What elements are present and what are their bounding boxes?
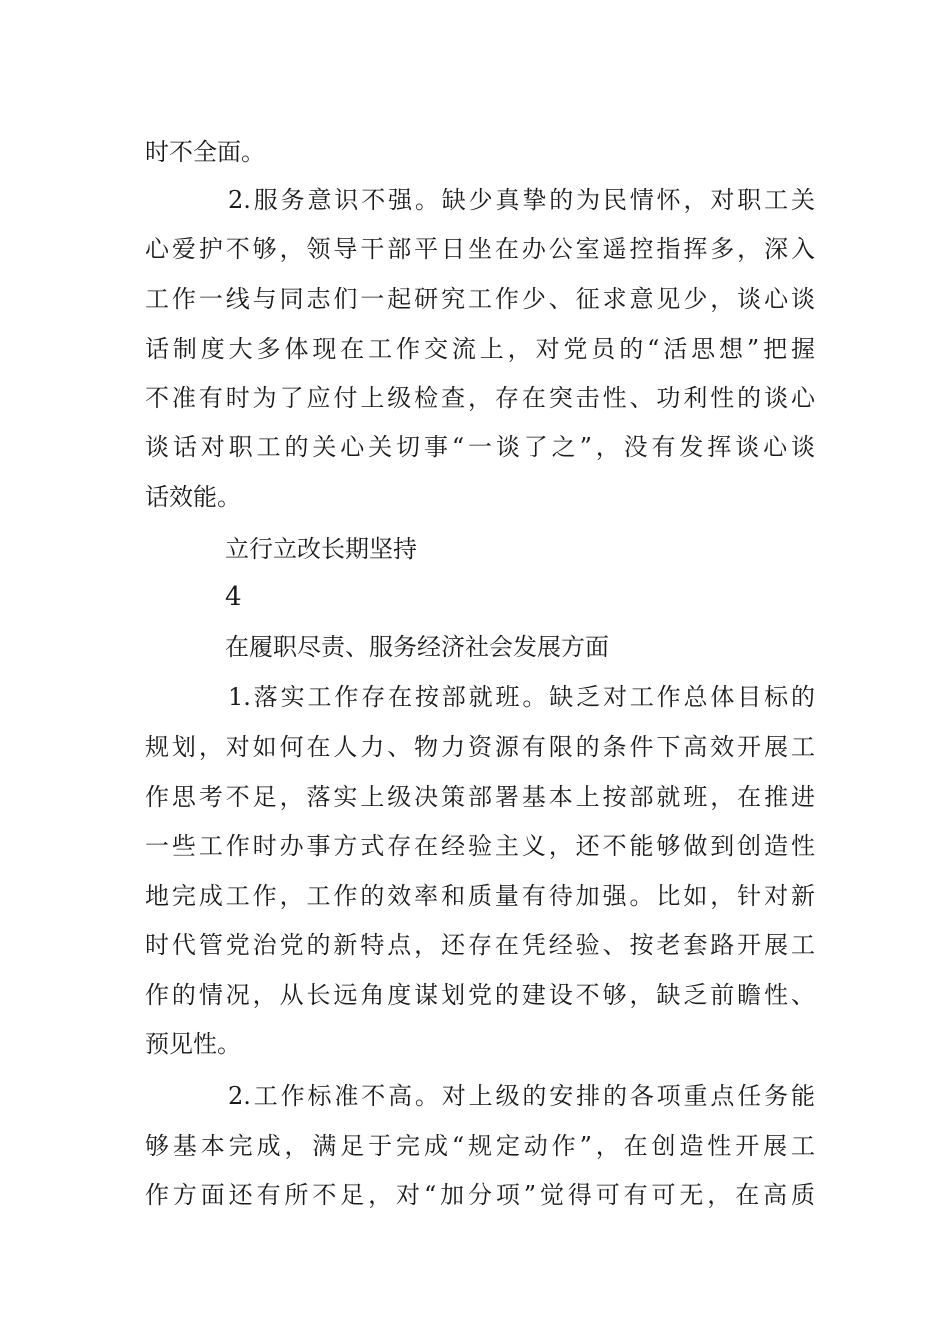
paragraph-line: 不准有时为了应付上级检查，存在突击性、功利性的谈心 [145, 384, 815, 412]
paragraph-line: 地完成工作，工作的效率和质量有待加强。比如，针对新 [145, 882, 815, 910]
paragraph-line: 作思考不足，落实上级决策部署基本上按部就班，在推进 [145, 783, 815, 811]
paragraph-line: 规划，对如何在人力、物力资源有限的条件下高效开展工 [145, 733, 815, 761]
paragraph-line: 作方面还有所不足，对“加分项”觉得可有可无，在高质 [145, 1181, 815, 1209]
section-heading: 在履职尽责、服务经济社会发展方面 [225, 633, 609, 661]
paragraph-line: 2.工作标准不高。对上级的安排的各项重点任务能 [228, 1082, 815, 1110]
paragraph-line: 话制度大多体现在工作交流上，对党员的“活思想”把握 [145, 335, 815, 363]
paragraph-line: 预见性。 [145, 1030, 241, 1058]
paragraph-line: 谈话对职工的关心关切事“一谈了之”，没有发挥谈心谈 [145, 433, 815, 461]
paragraph-line: 心爱护不够，领导干部平日坐在办公室遥控指挥多，深入 [145, 235, 815, 263]
paragraph-line: 2.服务意识不强。缺少真挚的为民情怀，对职工关 [228, 186, 815, 214]
paragraph-line: 时代管党治党的新特点，还存在凭经验、按老套路开展工 [145, 931, 815, 959]
section-heading: 立行立改长期坚持 [225, 535, 417, 563]
paragraph-line: 一些工作时办事方式存在经验主义，还不能够做到创造性 [145, 832, 815, 860]
paragraph-line: 话效能。 [145, 483, 241, 511]
paragraph-line: 1.落实工作存在按部就班。缺乏对工作总体目标的 [228, 683, 815, 711]
paragraph-line: 工作一线与同志们一起研究工作少、征求意见少，谈心谈 [145, 285, 815, 313]
section-number: 4 [225, 582, 242, 612]
paragraph-line: 作的情况，从长远角度谋划党的建设不够，缺乏前瞻性、 [145, 981, 815, 1009]
paragraph-line: 够基本完成，满足于完成“规定动作”，在创造性开展工 [145, 1132, 815, 1160]
paragraph-line: 时不全面。 [145, 138, 265, 166]
